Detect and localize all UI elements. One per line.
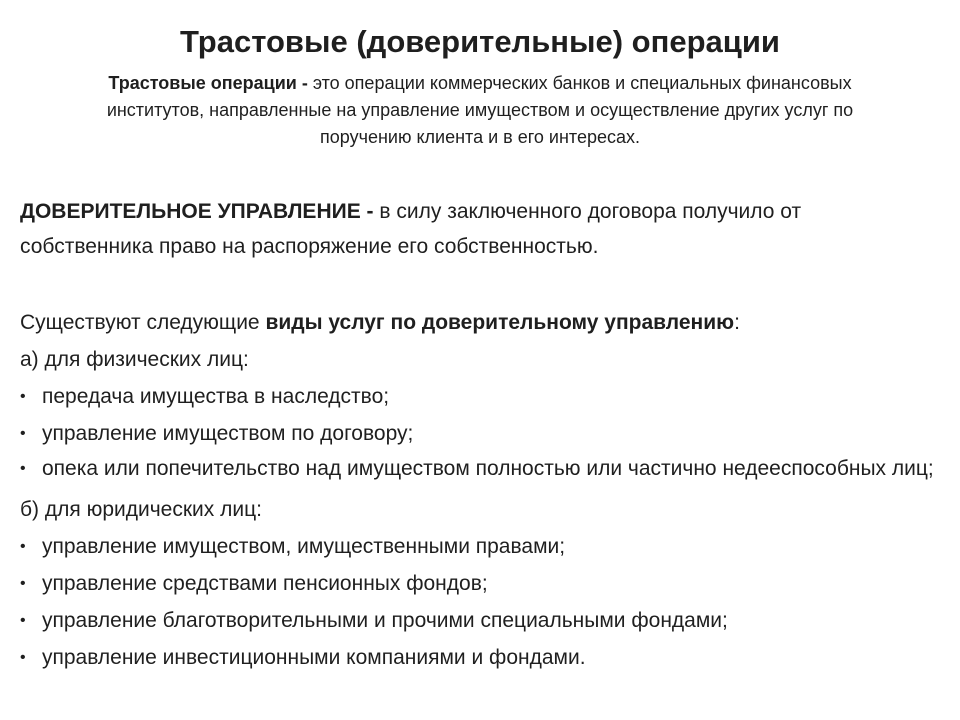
definition-term: ДОВЕРИТЕЛЬНОЕ УПРАВЛЕНИЕ - bbox=[20, 200, 374, 223]
list-item-text: опека или попечительство над имуществом полностью или частично недееспособных лиц; bbox=[42, 457, 934, 480]
list-item-text: управление инвестиционными компаниями и фондами. bbox=[42, 646, 586, 669]
bullet-icon: • bbox=[20, 460, 26, 477]
services-intro bbox=[20, 304, 940, 341]
list-item bbox=[20, 602, 940, 639]
services-intro-suffix: : bbox=[734, 311, 740, 334]
subtitle-term: Трастовые операции - bbox=[108, 73, 308, 93]
list-item bbox=[20, 639, 940, 676]
list-item bbox=[20, 452, 940, 485]
list-item-text: управление средствами пенсионных фондов; bbox=[42, 572, 488, 595]
slide-body bbox=[20, 194, 940, 676]
services-intro-bold: виды услуг по доверительному управлению bbox=[265, 311, 735, 334]
list-item-text: передача имущества в наследство; bbox=[42, 385, 390, 408]
list-item bbox=[20, 415, 940, 452]
individuals-list bbox=[20, 378, 940, 485]
list-item bbox=[20, 378, 940, 415]
services-intro-prefix: Существуют следующие bbox=[20, 311, 266, 334]
trust-management-definition bbox=[20, 194, 940, 264]
bullet-icon: • bbox=[20, 538, 26, 555]
bullet-icon: • bbox=[20, 425, 26, 442]
list-item bbox=[20, 528, 940, 565]
list-item-text: управление имуществом, имущественными правами; bbox=[42, 535, 566, 558]
list-item bbox=[20, 565, 940, 602]
legal-entities-heading: б) для юридических лиц: bbox=[20, 498, 262, 521]
legal-entities-list bbox=[20, 528, 940, 676]
bullet-icon: • bbox=[20, 575, 26, 592]
definition-text: в силу заключенного договора получило от собственника право на распоряжение его собственностью. bbox=[20, 200, 802, 258]
slide-title: Трастовые (доверительные) операции bbox=[180, 24, 780, 59]
subtitle-text: это операции коммерческих банков и специальных финансовых институтов, направленные на управление имуществом и осуществление других услуг по поручению клиента и в его интересах. bbox=[106, 73, 854, 147]
subtitle-definition bbox=[80, 70, 880, 151]
list-item-text: управление благотворительными и прочими специальными фондами; bbox=[42, 609, 728, 632]
individuals-heading: а) для физических лиц: bbox=[20, 348, 249, 371]
bullet-icon: • bbox=[20, 649, 26, 666]
bullet-icon: • bbox=[20, 612, 26, 629]
bullet-icon: • bbox=[20, 388, 26, 405]
list-item-text: управление имуществом по договору; bbox=[42, 422, 414, 445]
